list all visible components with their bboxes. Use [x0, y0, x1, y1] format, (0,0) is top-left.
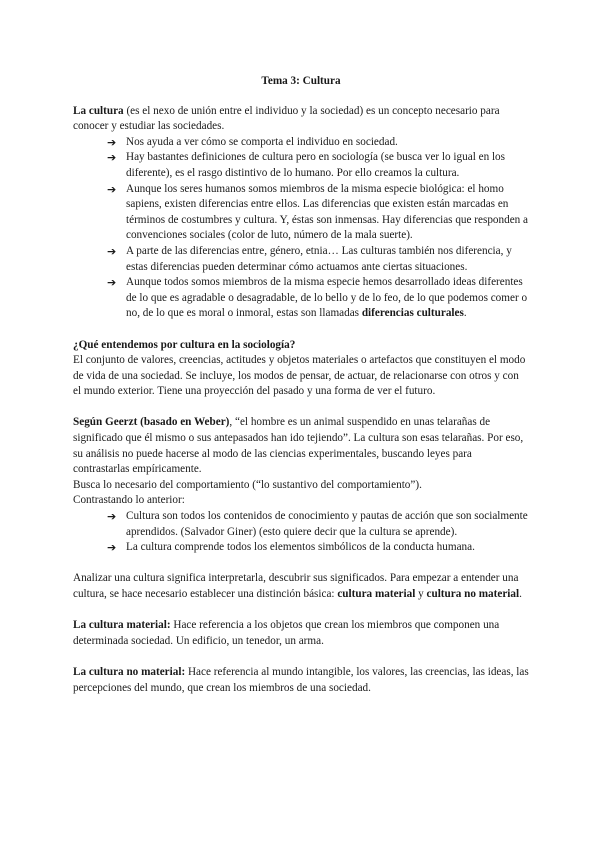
arrow-icon: ➔	[107, 510, 117, 524]
section5-text: Hace referencia a los objetos que crean los miembros que componen una determinada sociedad. Un edificio, un tenedor, un arma.	[73, 619, 500, 647]
intro-term: La cultura	[73, 104, 124, 117]
spacer	[73, 603, 529, 619]
section2-paragraph: El conjunto de valores, creencias, actitudes y objetos materiales o artefactos que constituyen el modo de vida de una sociedad. Se incluye, los modos de pensar, de actuar, de relacionarse con otros y con el mundo exterior. Tiene una proyección del pasado y una forma de ver el futuro.	[73, 354, 526, 398]
spacer	[73, 400, 529, 416]
list-item-text: La cultura comprende todos los elementos simbólicos de la conducta humana.	[126, 541, 475, 554]
list-item	[107, 540, 529, 556]
section4-bold-2: cultura no material	[426, 588, 520, 600]
arrow-icon: ➔	[107, 182, 117, 196]
section5-paragraph	[73, 618, 529, 649]
section3-lead: Según Geerzt (basado en Weber)	[73, 416, 230, 429]
section6-term: La cultura no material:	[73, 665, 186, 678]
document-body	[73, 74, 529, 696]
list-item-text: Nos ayuda a ver cómo se comporta el individuo en sociedad.	[126, 135, 398, 148]
section3-line2: Busca lo necesario del comportamiento (“lo sustantivo del comportamiento”).	[73, 478, 422, 491]
page-title: Tema 3: Cultura	[261, 75, 341, 87]
section4-text: Analizar una cultura significa interpretarla, descubrir sus significados. Para empezar a entender una cultura, se hace necesario establecer una distinción básica:	[73, 572, 519, 600]
list-item	[107, 135, 529, 151]
list-item-text: Aunque los seres humanos somos miembros de la misma especie biológica: el homo sapiens, existen diferencias entre ellos. Las diferencias que existen están marcadas en términos de costumbres y cultura. Y, éstas son inmensas. Hay diferencias que responden a convenciones sociales (color de luto, número de la mala suerte).	[126, 182, 529, 242]
section6-text: Hace referencia al mundo intangible, los valores, las creencias, las ideas, las percepciones del mundo, que crean los miembros de una sociedad.	[73, 665, 529, 694]
list-item-text: A parte de las diferencias entre, género, etnia… Las culturas también nos diferencia, y estas diferencias pueden determinar cómo actuamos ante ciertas situaciones.	[126, 244, 512, 273]
list-item	[107, 182, 529, 244]
intro-text: (es el nexo de unión entre el individuo y la sociedad) es un concepto necesario para conocer y estudiar las sociedades.	[73, 104, 500, 133]
section5-term: La cultura material:	[73, 619, 171, 632]
section3-line3: Contrastando lo anterior:	[73, 494, 185, 507]
arrow-icon: ➔	[107, 135, 117, 149]
section-heading	[73, 338, 529, 354]
section-heading-text: ¿Qué entendemos por cultura en la sociología?	[73, 338, 296, 351]
arrow-icon: ➔	[107, 541, 117, 555]
list-item	[107, 275, 529, 322]
spacer	[73, 649, 529, 665]
list-item	[107, 150, 529, 181]
arrow-icon: ➔	[107, 244, 117, 258]
section4-bold-1: cultura material	[337, 588, 416, 600]
list-item-end: .	[463, 307, 467, 320]
spacer	[73, 322, 529, 338]
section3-paragraph	[73, 415, 529, 477]
section3-text: , “el hombre es un animal suspendido en unas telarañas de significado que él mismo o sus antepasados han ido tejiendo”. La cultura son esas telarañas. Por eso, su análisis no puede hacerse al modo de las ciencias experimentales, buscando leyes para contrastarlas empíricamente.	[73, 416, 524, 476]
list-item	[107, 509, 529, 540]
list-item-text: Aunque todos somos miembros de la misma especie hemos desarrollado ideas diferentes de lo que es agradable o desagradable, de lo bello y de lo feo, de lo que podemos comer o no, de lo que es moral o inmoral, estas son llamadas	[126, 276, 528, 320]
section3-bullet-list	[73, 509, 529, 556]
arrow-icon: ➔	[107, 151, 117, 165]
section4-end: .	[519, 588, 522, 600]
list-item-bold: diferencias culturales	[361, 307, 464, 320]
intro-paragraph	[73, 104, 529, 135]
section4-mid: y	[415, 588, 427, 600]
list-item	[107, 244, 529, 275]
section6-paragraph	[73, 665, 529, 696]
list-item-text: Cultura son todos los contenidos de conocimiento y pautas de acción que son socialmente aprendidos. (Salvador Giner) (esto quiere decir que la cultura se aprende).	[126, 510, 528, 538]
intro-bullet-list	[73, 135, 529, 322]
section4-paragraph	[73, 571, 529, 602]
spacer	[73, 556, 529, 572]
arrow-icon: ➔	[107, 276, 117, 290]
list-item-text: Hay bastantes definiciones de cultura pero en sociología (se busca ver lo igual en los diferente), es el rasgo distintivo de lo humano. Por ello creamos la cultura.	[126, 151, 506, 179]
